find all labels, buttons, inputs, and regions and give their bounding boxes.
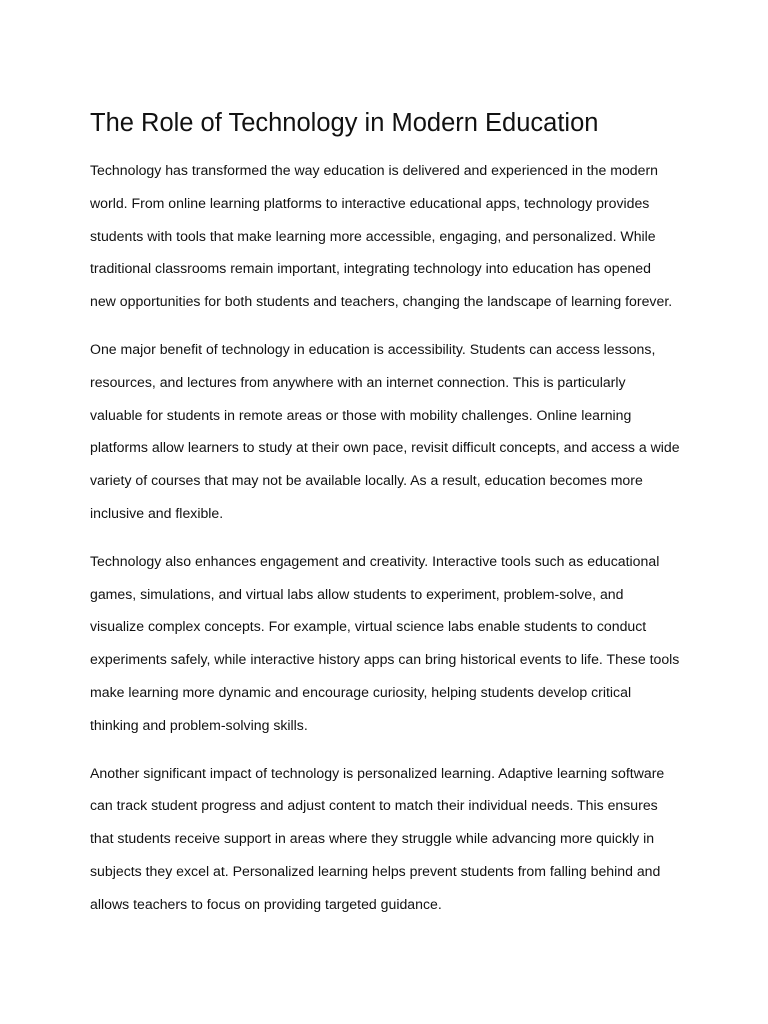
paragraph-accessibility: One major benefit of technology in education is accessibility. Students can access lessons, resources, and lectures from anywhere with an internet connection. This is particularly valuable for students in remote areas or those with mobility challenges. Online learning platforms allow learners to study at their own pace, revisit difficult concepts, and access a wide variety of courses that may not be available locally. As a result, education becomes more inclusive and flexible. <box>90 340 680 521</box>
paragraph-intro: Technology has transformed the way education is delivered and experienced in the modern world. From online learning platforms to interactive educational apps, technology provides students with tools that make learning more accessible, engaging, and personalized. While traditional classrooms remain important, integrating technology into education has opened new opportunities for both students and teachers, changing the landscape of learning forever. <box>90 162 673 310</box>
document-title: The Role of Technology in Modern Education <box>90 109 599 137</box>
document-body <box>90 104 680 936</box>
paragraph-personalized-learning: Another significant impact of technology is personalized learning. Adaptive learning software can track student progress and adjust content to match their individual needs. This ensures that students receive support in areas where they struggle while advancing more quickly in subjects they excel at. Personalized learning helps prevent students from falling behind and allows teachers to focus on providing targeted guidance. <box>90 764 665 912</box>
paragraph-engagement: Technology also enhances engagement and creativity. Interactive tools such as educational games, simulations, and virtual labs allow students to experiment, problem-solve, and visualize complex concepts. For example, virtual science labs enable students to conduct experiments safely, while interactive history apps can bring historical events to life. These tools make learning more dynamic and encourage curiosity, helping students develop critical thinking and problem-solving skills. <box>90 552 680 733</box>
